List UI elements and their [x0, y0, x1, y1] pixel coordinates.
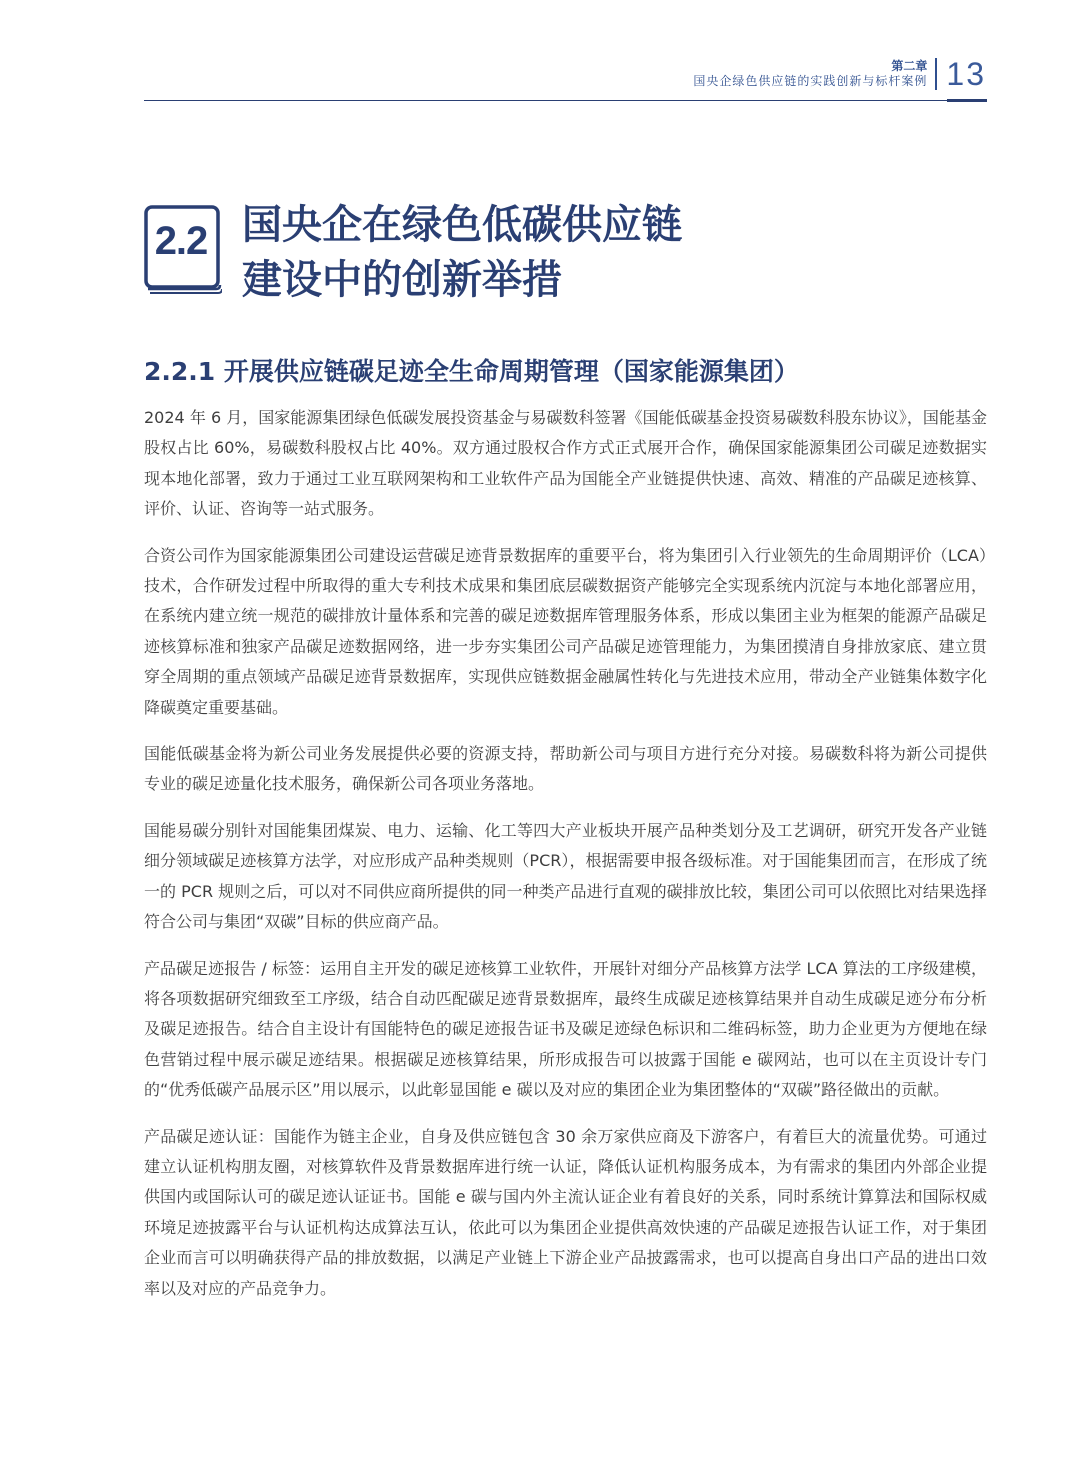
section-title — [242, 198, 842, 308]
chapter-label: 第二章 — [891, 59, 928, 73]
section-badge — [144, 205, 222, 295]
header-divider — [935, 58, 937, 90]
running-header — [693, 56, 986, 100]
section-title-line-1: 国央企在绿色低碳供应链 — [242, 202, 682, 248]
running-header-titles — [693, 56, 927, 89]
chapter-subtitle: 国央企绿色供应链的实践创新与标杆案例 — [693, 74, 928, 88]
section-title-line-2: 建设中的创新举措 — [242, 257, 562, 303]
paragraph: 国能易碳分别针对国能集团煤炭、电力、运输、化工等四大产业板块开展产品种类划分及工艺调研，研究开发各产业链细分领域碳足迹核算方法学，对应形成产品种类规则（PCR），根据需要申报各级标准。对于国能集团而言，在形成了统一的 PCR 规则之后，可以对不同供应商所提供的同一种类产品进行直观的碳排放比较，集团公司可以依照比对结果选择符合公司与集团“双碳”目标的供应商产品。 — [144, 820, 987, 932]
paragraph: 合资公司作为国家能源集团公司建设运营碳足迹背景数据库的重要平台，将为集团引入行业领先的生命周期评价（LCA）技术，合作研发过程中所取得的重大专利技术成果和集团底层碳数据资产能够完全实现系统内沉淀与本地化部署应用，在系统内建立统一规范的碳排放计量体系和完善的碳足迹数据库管理服务体系，形成以集团主业为框架的能源产品碳足迹核算标准和独家产品碳足迹数据网络，进一步夯实集团公司产品碳足迹管理能力，为集团摸清自身排放家底、建立贯穿全周期的重点领域产品碳足迹背景数据库，实现供应链数据金融属性转化与先进技术应用，带动全产业链集体数字化降碳奠定重要基础。 — [144, 545, 987, 717]
paragraph: 产品碳足迹认证：国能作为链主企业，自身及供应链包含 30 余万家供应商及下游客户，有着巨大的流量优势。可通过建立认证机构朋友圈，对核算软件及背景数据库进行统一认证，降低认证机构服务成本，为有需求的集团内外部企业提供国内或国际认可的碳足迹认证证书。国能 e 碳与国内外主流认证企业有着良好的关系，同时系统计算算法和国际权威环境足迹披露平台与认证机构达成算法互认，依此可以为集团企业提供高效快速的产品碳足迹报告认证工作，对于集团企业而言可以明确获得产品的排放数据，以满足产业链上下游企业产品披露需求，也可以提高自身出口产品的进出口效率以及对应的产品竞争力。 — [144, 1126, 987, 1298]
page-number: 13 — [946, 56, 986, 92]
paragraph: 2024 年 6 月，国家能源集团绿色低碳发展投资基金与易碳数科签署《国能低碳基金投资易碳数科股东协议》，国能基金股权占比 60%，易碳数科股权占比 40%。双方通过股权合作方式正式展开合作，确保国家能源集团公司碳足迹数据实现本地化部署，致力于通过工业互联网架构和工业软件产品为国能全产业链提供快速、高效、精准的产品碳足迹核算、评价、认证、咨询等一站式服务。 — [144, 408, 987, 519]
subsection-title: 2.2.1 开展供应链碳足迹全生命周期管理（国家能源集团） — [144, 357, 799, 386]
header-rule — [144, 100, 987, 101]
paragraph: 国能低碳基金将为新公司业务发展提供必要的资源支持，帮助新公司与项目方进行充分对接。易碳数科将为新公司提供专业的碳足迹量化技术服务，确保新公司各项业务落地。 — [144, 744, 987, 794]
header-rule-accent — [947, 99, 987, 102]
body-text — [144, 403, 987, 1320]
paragraph: 产品碳足迹报告 / 标签：运用自主开发的碳足迹核算工业软件，开展针对细分产品核算方法学 LCA 算法的工序级建模，将各项数据研究细致至工序级，结合自动匹配碳足迹背景数据库，最终生成碳足迹核算结果并自动生成碳足迹分布分析及碳足迹报告。结合自主设计有国能特色的碳足迹报告证书及碳足迹绿色标识和二维码标签，助力企业更为方便地在绿色营销过程中展示碳足迹结果。根据碳足迹核算结果，所形成报告可以披露于国能 e 碳网站，也可以在主页设计专门的“优秀低碳产品展示区”用以展示，以此彰显国能 e 碳以及对应的集团企业为集团整体的“双碳”路径做出的贡献。 — [144, 958, 987, 1100]
section-number: 2.2 — [154, 219, 208, 263]
